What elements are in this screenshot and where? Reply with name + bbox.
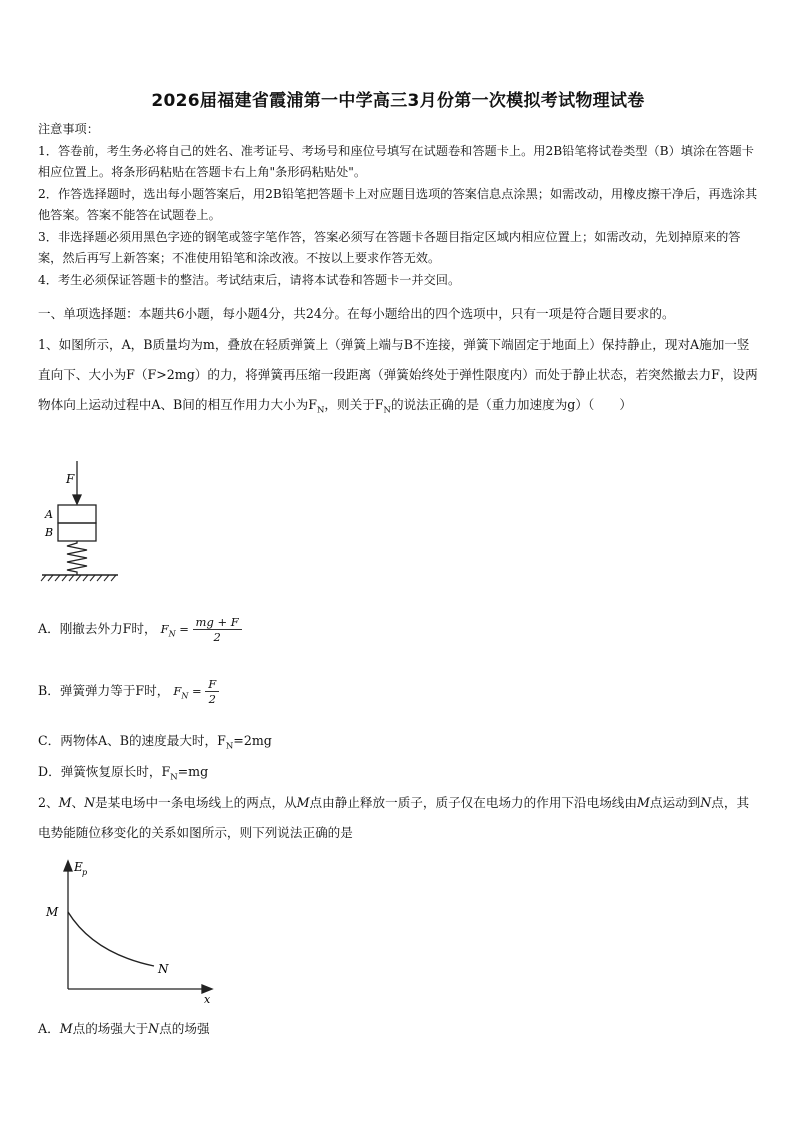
notice-item-2: 2．作答选择题时，选出每小题答案后，用2B铅笔把答题卡上对应题目选项的答案信息点涂黑；如需改动，用橡皮擦干净后，再选涂其他答案。答案不能答在试题卷上。 (38, 186, 758, 222)
exam-title: 2026届福建省霞浦第一中学高三3月份第一次模拟考试物理试卷 (151, 91, 645, 111)
spring (67, 541, 87, 575)
q1-option-a: A．刚撤去外力F时， $F_N$ = $\frac{mg + F}{2}$ (38, 615, 242, 644)
y-axis-arrow (64, 861, 72, 871)
q2-option-a: A．M点的场强大于N点的场强 (38, 1021, 210, 1036)
ground-hatching (41, 575, 116, 581)
block-a (58, 505, 96, 523)
formula-fraction-a: $\frac{mg + F}{2}$ (193, 615, 242, 644)
force-arrow-head (73, 495, 81, 504)
block-b (58, 523, 96, 541)
question-2-stem: 2、M、N是某电场中一条电场线上的两点，从M点由静止释放一质子，质子仅在电场力的作用下沿电场线由M点运动到N点，其电势能随位移变化的关系如图所示，则下列说法正确的是 (38, 795, 750, 840)
notice-item-4: 4．考生必须保证答题卡的整洁。考试结束后，请将本试卷和答题卡一并交回。 (38, 272, 461, 287)
x-axis-label: x (204, 993, 211, 1005)
section-heading: 一、单项选择题：本题共6小题，每小题4分，共24分。在每小题给出的四个选项中，只有一项是符合题目要求的。 (38, 306, 675, 321)
y-axis-subscript: p (82, 868, 88, 877)
y-axis-label: E (74, 860, 83, 874)
force-label: F (66, 472, 75, 486)
block-b-label: B (45, 526, 54, 539)
ep-curve (68, 912, 154, 966)
formula-fraction-b: $\frac{F}{2}$ (205, 677, 219, 706)
point-n-label: N (158, 962, 169, 976)
notice-item-1: 1．答卷前，考生务必将自己的姓名、准考证号、考场号和座位号填写在试题卷和答题卡上。用2B铅笔将试卷类型（B）填涂在答题卡相应位置上。将条形码粘贴在答题卡右上角"条形码粘贴处"。 (38, 143, 754, 179)
point-m-label: M (46, 905, 59, 919)
x-axis-arrow (202, 985, 212, 993)
spring-blocks-figure (40, 457, 140, 587)
notice-item-3: 3．非选择题必须用黑色字迹的钢笔或签字笔作答，答案必须写在答题卡各题目指定区域内相应位置上；如需改动，先划掉原来的答案，然后再写上新答案；不准使用铅笔和涂改液。不按以上要求作答无效。 (38, 229, 741, 265)
q1-option-d: D．弹簧恢复原长时，$F_N=mg$ (38, 764, 209, 783)
notice-block (38, 119, 758, 291)
notice-heading: 注意事项： (38, 122, 99, 136)
q1-option-c: C．两物体A、B的速度最大时，$F_N=2mg$ (38, 733, 272, 752)
question-1-stem: 1、如图所示，A，B质量均为m，叠放在轻质弹簧上（弹簧上端与B不连接，弹簧下端固定于地面上）保持静止，现对A施加一竖直向下、大小为F（F>2mg）的力，将弹簧再压缩一段距离（弹簧始终处于弹性限度内）而处于静止状态，若突然撤去力F，设两物体向上运动过程中A、B间的相互作用力大小为$F_N$，则关于$F_N$的说法正确的是（重力加速度为g）（ ） (38, 337, 758, 416)
potential-energy-graph (42, 855, 222, 1005)
block-a-label: A (45, 508, 53, 521)
q1-option-b: B．弹簧弹力等于F时， $F_N$ = $\frac{F}{2}$ (38, 677, 219, 706)
